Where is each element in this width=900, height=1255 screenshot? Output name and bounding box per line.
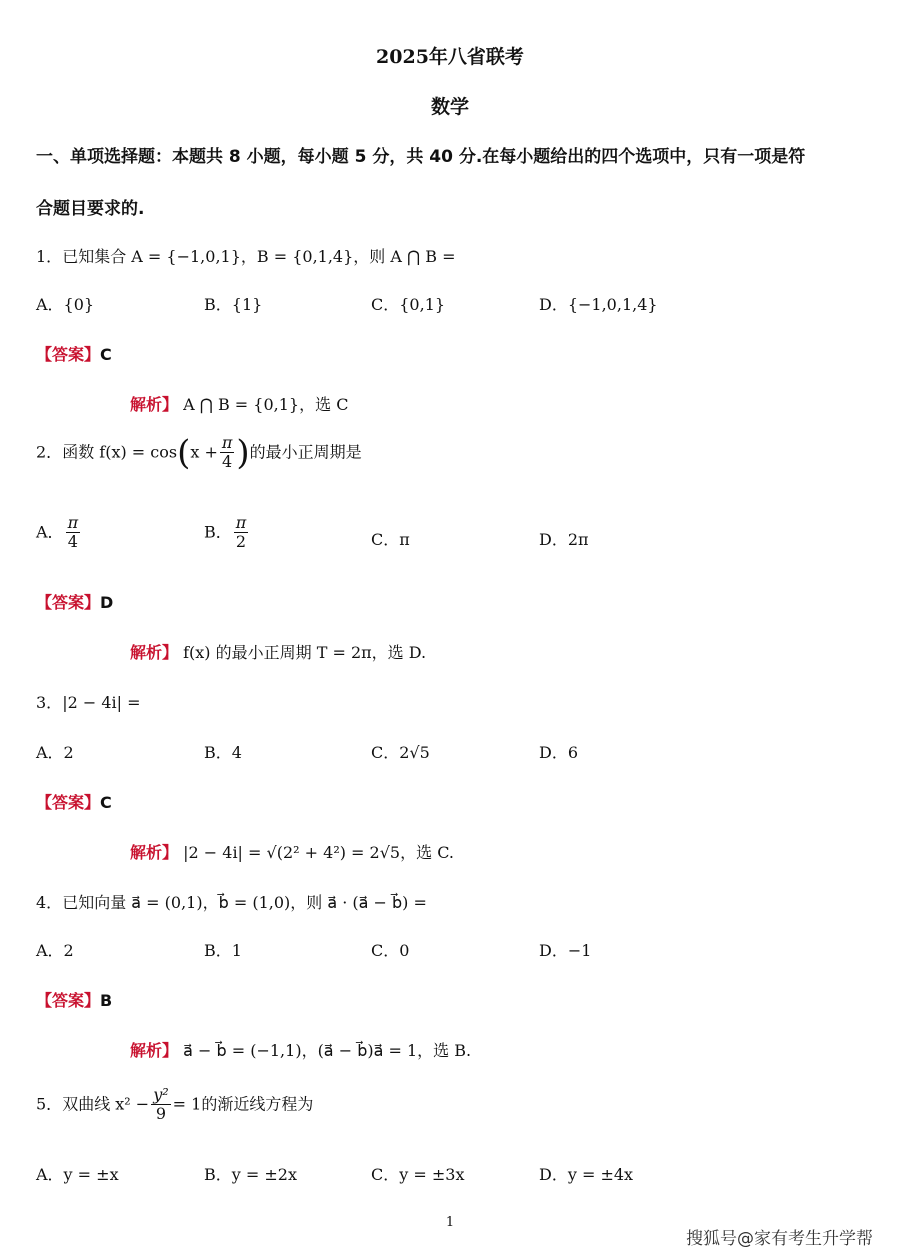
question-3 [36, 690, 141, 713]
question-number: 1． [36, 247, 63, 266]
stem-x: x + [190, 442, 218, 462]
question-4 [36, 890, 427, 913]
option-b: B．{1} [204, 295, 263, 314]
explain-tag: 解析】 [130, 395, 179, 414]
option-c: C．y = ±3x [371, 1165, 465, 1184]
question-1 [36, 244, 455, 267]
answer-value: C [100, 345, 112, 364]
question-number: 5． [36, 1094, 63, 1114]
question-stem-pre: 函数 f(x) = cos [62, 442, 178, 462]
question-stem: |2 − 4i| = [62, 693, 141, 712]
watermark: 搜狐号@家有考生升学帮 [686, 1229, 873, 1249]
option-c: C．0 [371, 941, 410, 960]
option-d: D．6 [539, 743, 579, 762]
option-a: A． $\frac{\pi}{4}$ [36, 513, 79, 552]
answer-tag: 【答案】 [36, 345, 101, 364]
answer-3 [36, 790, 112, 813]
option-d: D．{−1,0,1,4} [539, 295, 658, 314]
section-heading-line1: 一、单项选择题：本题共 8 小题，每小题 5 分，共 40 分.在每小题给出的四个选项中，只有一项是符 [36, 147, 806, 167]
explanation-3 [130, 840, 454, 863]
option-a: A．2 [36, 743, 74, 762]
document-title: 2025年八省联考 [376, 46, 524, 68]
question-stem-pre: 双曲线 x² − [62, 1094, 150, 1114]
option-c: C．2√5 [371, 743, 430, 762]
answer-tag: 【答案】 [36, 793, 101, 812]
option-d: D．y = ±4x [539, 1165, 634, 1184]
question-stem-post: 的最小正周期是 [249, 442, 362, 462]
answer-1 [36, 342, 112, 365]
section-heading-line2: 合题目要求的. [36, 199, 145, 219]
left-paren: ( [177, 432, 191, 473]
option-d: D．2π [539, 530, 589, 549]
explanation-text: A ⋂ B = {0,1}，选 C [183, 395, 349, 414]
answer-2 [36, 590, 113, 613]
page-number: 1 [445, 1215, 455, 1230]
option-a: A．y = ±x [36, 1165, 119, 1184]
question-5 [36, 1086, 313, 1124]
option-a-fraction: $\frac{\pi}{4}$ [67, 513, 79, 552]
option-a: A．2 [36, 941, 74, 960]
explain-tag: 解析】 [130, 643, 179, 662]
y2-over-9-fraction: $\frac{\text{y²}}{9}$ [153, 1085, 169, 1124]
pi-over-4-fraction: $\frac{\pi}{4}$ [221, 433, 233, 472]
explanation-4 [130, 1038, 471, 1061]
question-stem: 已知集合 A = {−1,0,1}，B = {0,1,4}，则 A ⋂ B = [62, 247, 456, 266]
explain-tag: 解析】 [130, 1041, 179, 1060]
answer-4 [36, 988, 112, 1011]
answer-value: D [100, 593, 114, 612]
question-stem: 已知向量 a⃗ = (0,1)，b⃗ = (1,0)，则 a⃗ · (a⃗ − b⃗) = [62, 893, 427, 912]
option-b: B．y = ±2x [204, 1165, 297, 1184]
question-number: 4． [36, 893, 63, 912]
answer-value: C [100, 793, 112, 812]
answer-value: B [100, 991, 113, 1010]
explanation-text: |2 − 4i| = √(2² + 4²) = 2√5，选 C. [183, 843, 454, 862]
option-b: B． $\frac{\pi}{2}$ [204, 513, 247, 552]
answer-tag: 【答案】 [36, 593, 101, 612]
subject-title: 数学 [430, 96, 469, 118]
answer-tag: 【答案】 [36, 991, 101, 1010]
question-stem-post: = 1的渐近线方程为 [172, 1094, 314, 1114]
option-c: C．{0,1} [371, 295, 446, 314]
explanation-text: a⃗ − b⃗ = (−1,1)，(a⃗ − b⃗)a⃗ = 1，选 B. [183, 1041, 472, 1060]
question-number: 3． [36, 693, 63, 712]
option-b: B．4 [204, 743, 242, 762]
option-c: C．π [371, 530, 410, 549]
right-paren: ) [236, 432, 250, 473]
option-d: D．−1 [539, 941, 592, 960]
question-2 [36, 434, 362, 472]
option-a: A．{0} [36, 295, 95, 314]
explanation-text: f(x) 的最小正周期 T = 2π，选 D. [183, 643, 427, 662]
option-b: B．1 [204, 941, 242, 960]
option-b-fraction: $\frac{\pi}{2}$ [235, 513, 247, 552]
question-number: 2． [36, 442, 63, 462]
explanation-1 [130, 392, 348, 415]
explanation-2 [130, 640, 426, 663]
explain-tag: 解析】 [130, 843, 179, 862]
